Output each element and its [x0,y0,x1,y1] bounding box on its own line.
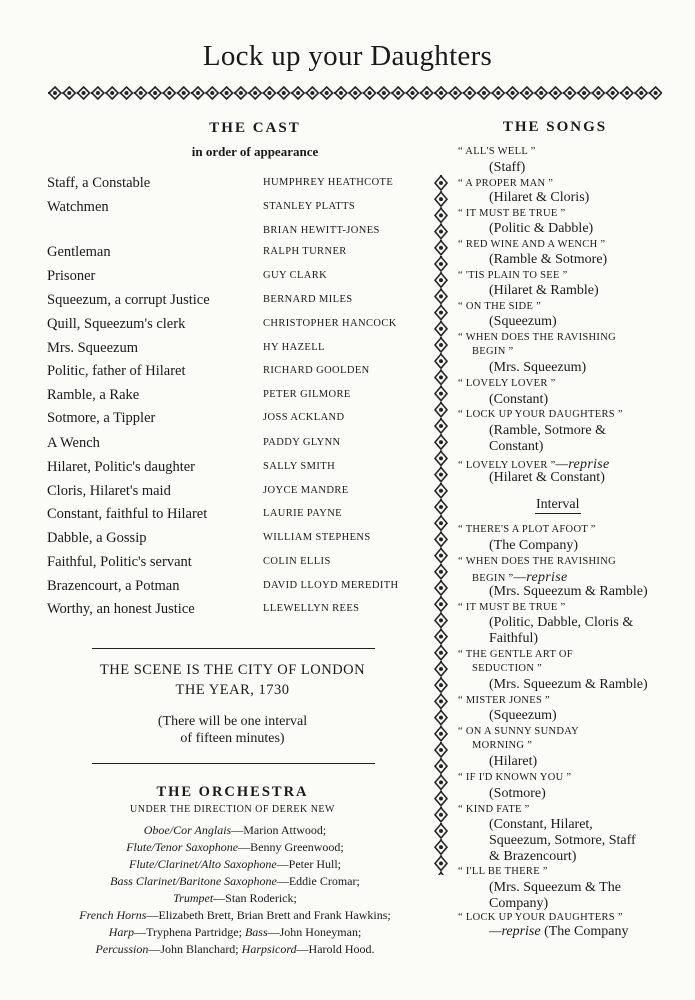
song-text: “ LOVELY LOVER ” [458,378,556,389]
song-title [458,208,566,219]
cast-row [47,292,432,314]
musician-names: —Stan Roderick; [213,891,297,905]
instrument-name: French Horns [79,908,147,922]
cast-row [47,223,432,245]
orchestra-heading: THE ORCHESTRA [156,784,309,800]
song-performers [489,584,648,600]
cast-row [47,530,432,552]
song-text: “ ALL'S WELL ” [458,146,536,157]
song-title [458,772,571,783]
orchestra-line [30,942,440,957]
song-title [472,346,513,357]
song-title [458,409,623,420]
song-performers [489,252,607,268]
orchestra-line [30,840,440,855]
song-title [458,556,616,567]
song-text: “ RED WINE AND A WENCH ” [458,239,606,250]
song-title [458,270,568,281]
song-performers [489,360,586,376]
song-text: “ I'LL BE THERE ” [458,866,548,877]
song-performers [489,786,546,802]
song-text: “ WHEN DOES THE RAVISHING [458,556,616,567]
scene-location: THE SCENE IS THE CITY OF LONDON [99,662,366,678]
cast-role: Constant, faithful to Hilaret [47,506,208,522]
divider-rule [92,648,375,649]
song-performers [489,880,621,896]
cast-actor: PETER GILMORE [263,389,351,400]
song-text: (Mrs. Squeezum & Ramble) [489,677,648,692]
cast-row [47,410,432,432]
song-text: “ IT MUST BE TRUE ” [458,602,566,613]
instrument-name: Harp [108,925,135,939]
song-text: (Constant) [489,392,549,407]
cast-role: Worthy, an honest Justice [47,601,195,617]
cast-role: Squeezum, a corrupt Justice [47,292,210,308]
orchestra-subheading: UNDER THE DIRECTION OF DEREK NEW [130,804,335,815]
cast-actor: WILLIAM STEPHENS [263,532,371,543]
cast-row [47,175,432,197]
song-text: (Hilaret & Constant) [489,470,605,485]
top-ornamental-border [48,86,662,100]
song-performers [489,439,543,455]
cast-row [47,578,432,600]
song-performers [489,817,593,833]
song-title [458,602,566,613]
vertical-ornamental-border [434,175,448,875]
cast-actor: RALPH TURNER [263,246,347,257]
cast-row [47,199,432,221]
song-text: Company) [489,896,549,911]
song-title [458,301,541,312]
song-text: (Staff) [489,160,526,175]
cast-actor: RICHARD GOOLDEN [263,365,370,376]
musician-names: —John Blanchard; [148,942,242,956]
instrument-name: Percussion [95,942,149,956]
song-text: “ THERE'S A PLOT AFOOT ” [458,524,596,535]
song-performers [489,283,599,299]
song-text: (The Company) [489,538,579,553]
song-text: (The Company [540,924,629,939]
song-text: “ KIND FATE ” [458,804,530,815]
instrument-name: Bass [244,925,268,939]
song-text: (Constant, Hilaret, [489,817,593,832]
interval-note-line1: (There will be one interval [157,714,308,729]
song-title [458,378,556,389]
cast-row [47,268,432,290]
cast-actor: BERNARD MILES [263,294,353,305]
instrument-name: Harpsicord [241,942,297,956]
song-title [458,524,596,535]
cast-actor: LLEWELLYN REES [263,603,360,614]
cast-role: Gentleman [47,244,111,260]
cast-role: Faithful, Politic's servant [47,554,192,570]
song-text: (Ramble & Sotmore) [489,252,608,267]
song-text: “ A PROPER MAN ” [458,178,554,189]
cast-row [47,506,432,528]
orchestra-line [30,823,440,838]
song-performers [489,615,633,631]
song-performers [489,849,576,865]
song-text: “ ON THE SIDE ” [458,301,542,312]
song-text: (Hilaret) [489,754,538,769]
orchestra-line [30,925,440,940]
cast-actor: HY HAZELL [263,342,325,353]
song-title [458,726,579,737]
song-text: (Hilaret & Cloris) [489,190,590,205]
cast-role: Politic, father of Hilaret [47,363,186,379]
song-text: MORNING ” [472,740,533,751]
cast-actor: SALLY SMITH [263,461,336,472]
musician-names: —John Honeyman; [267,925,362,939]
song-text: (Mrs. Squeezum & Ramble) [489,584,648,599]
song-title [458,649,573,660]
instrument-name: Flute/Tenor Saxophone [126,840,239,854]
cast-subheading: in order of appearance [191,144,319,159]
cast-row [47,601,432,623]
orchestra-line [30,891,440,906]
cast-row [47,363,432,385]
song-performers [489,833,636,849]
musician-names: —Benny Greenwood; [238,840,344,854]
song-performers [489,423,606,439]
interval-note-line2: of fifteen minutes) [180,731,285,746]
song-text: (Sotmore) [489,786,546,801]
song-text: “ MISTER JONES ” [458,695,551,706]
song-text: (Mrs. Squeezum & The [489,880,621,895]
song-title [458,866,548,877]
song-title [458,146,536,157]
cast-actor: BRIAN HEWITT-JONES [263,225,380,236]
cast-role: A Wench [47,435,100,451]
cast-actor: LAURIE PAYNE [263,508,342,519]
cast-actor: COLIN ELLIS [263,556,331,567]
divider-rule [92,763,375,764]
song-performers [489,470,605,486]
song-title [458,239,605,250]
cast-actor: STANLEY PLATTS [263,201,356,212]
reprise-label: —reprise [489,924,541,939]
song-text: (Ramble, Sotmore & [489,423,607,438]
cast-role: Watchmen [47,199,109,215]
song-text: Constant) [489,439,544,454]
musician-names: —Peter Hull; [276,857,341,871]
song-text: BEGIN ” [472,573,514,584]
musician-names: —Tryphena Partridge; [134,925,245,939]
instrument-name: Bass Clarinet/Baritone Saxophone [110,874,277,888]
song-text: (Squeezum) [489,314,557,329]
reprise-label: —reprise [513,570,568,585]
cast-role: Prisoner [47,268,96,284]
cast-row [47,435,432,457]
cast-actor: GUY CLARK [263,270,328,281]
instrument-name: Trumpet [173,891,214,905]
song-text: “ THE GENTLE ART OF [458,649,573,660]
song-performers [489,160,525,176]
cast-heading: THE CAST [209,120,301,136]
cast-row [47,554,432,576]
song-performers [489,677,648,693]
song-performers [489,538,578,554]
song-performers [489,708,557,724]
reprise-label: —reprise [555,457,610,472]
song-performers [489,314,557,330]
song-title [458,332,616,343]
cast-row [47,340,432,362]
cast-row [47,387,432,409]
orchestra-line [30,908,440,923]
cast-role: Dabble, a Gossip [47,530,147,546]
song-text: (Squeezum) [489,708,557,723]
song-text: Faithful) [489,631,538,646]
song-text: Squeezum, Sotmore, Staff [489,833,636,848]
cast-actor: JOSS ACKLAND [263,412,345,423]
song-text: BEGIN ” [472,346,514,357]
song-title [472,740,532,751]
cast-actor: CHRISTOPHER HANCOCK [263,318,397,329]
scene-year: THE YEAR, 1730 [175,682,290,698]
cast-role: Staff, a Constable [47,175,151,191]
song-performers [489,221,593,237]
cast-actor: JOYCE MANDRE [263,485,349,496]
song-text: “ IF I'D KNOWN YOU ” [458,772,572,783]
song-text: “ IT MUST BE TRUE ” [458,208,566,219]
cast-row [47,244,432,266]
song-text: (Hilaret & Ramble) [489,283,599,298]
orchestra-line [30,874,440,889]
cast-row [47,459,432,481]
song-text: “ LOCK UP YOUR DAUGHTERS ” [458,912,623,923]
songs-heading: THE SONGS [502,119,608,135]
song-text: “ LOVELY LOVER ” [458,460,556,471]
song-text: “ WHEN DOES THE RAVISHING [458,332,616,343]
song-performers [489,190,589,206]
song-performers [489,631,538,647]
cast-actor: PADDY GLYNN [263,437,341,448]
instrument-name: Oboe/Cor Anglais [143,823,232,837]
cast-role: Cloris, Hilaret's maid [47,483,171,499]
song-text: “ 'TIS PLAIN TO SEE ” [458,270,568,281]
song-text: & Brazencourt) [489,849,577,864]
song-text: (Politic & Dabble) [489,221,594,236]
song-title [458,912,623,923]
cast-role: Mrs. Squeezum [47,340,139,356]
song-performers [489,754,537,770]
orchestra-line [30,857,440,872]
page-title: Lock up your Daughters [202,40,493,72]
song-performers [489,896,548,912]
song-text: (Mrs. Squeezum) [489,360,587,375]
musician-names: —Harold Hood. [296,942,375,956]
song-title [458,178,553,189]
cast-actor: DAVID LLOYD MEREDITH [263,580,399,591]
song-text: “ LOCK UP YOUR DAUGHTERS ” [458,409,623,420]
cast-row [47,316,432,338]
songs-interval-label: Interval [536,497,580,512]
song-title [472,663,542,674]
musician-names: —Eddie Cromar; [276,874,360,888]
musician-names: —Marion Attwood; [231,823,327,837]
cast-role: Ramble, a Rake [47,387,140,403]
cast-row [47,483,432,505]
musician-names: —Elizabeth Brett, Brian Brett and Frank Hawkins; [146,908,391,922]
song-performers [489,392,548,408]
cast-role: Brazencourt, a Potman [47,578,180,594]
song-title [458,695,550,706]
song-performers [489,924,628,940]
song-text: SEDUCTION ” [472,663,543,674]
instrument-name: Flute/Clarinet/Alto Saxophone [129,857,277,871]
song-text: (Politic, Dabble, Cloris & [489,615,634,630]
cast-role: Quill, Squeezum's clerk [47,316,186,332]
song-title [458,804,530,815]
cast-role: Hilaret, Politic's daughter [47,459,195,475]
cast-role: Sotmore, a Tippler [47,410,156,426]
cast-actor: HUMPHREY HEATHCOTE [263,177,394,188]
song-text: “ ON A SUNNY SUNDAY [458,726,580,737]
